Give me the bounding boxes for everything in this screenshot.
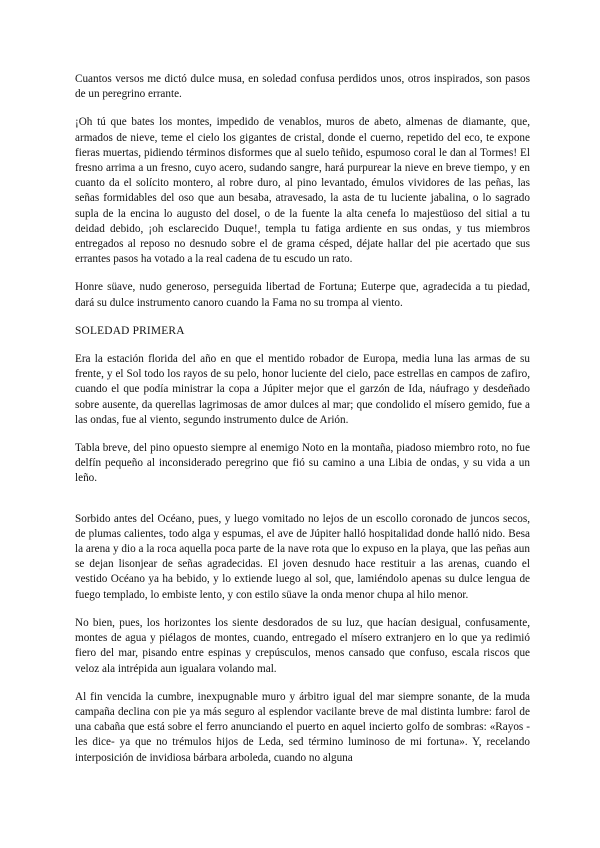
- paragraph-cumbre: Al fin vencida la cumbre, inexpugnable muro y árbitro igual del mar siempre sonante, de la muda campaña declina con pie ya más seguro al esplendor vacilante breve de mal distinta lumbre: farol de una cabaña que está sobre el ferro anunciando el puerto en aquel incierto golfo de sombras: «Rayos -les dice- ya que no trémulos hijos de Leda, sed término luminoso de mi fortuna». Y, recelando interposición de invidiosa bárbara arboleda, cuando no alguna: [75, 690, 530, 764]
- paragraph-estacion: Era la estación florida del año en que el mentido robador de Europa, media luna las armas de su frente, y el Sol todo los rayos de su pelo, honor luciente del cielo, pace estrellas en campos de zafiro, cuando el que podía ministrar la copa a Júpiter mejor que el garzón de Ida, náufrago y desdeñado sobre ausente, da querellas lagrimosas de amor dulces al mar; que condolido el mísero gemido, fue a las ondas, fue al viento, segundo instrumento dulce de Arión.: [75, 353, 530, 426]
- paragraph-intro: Cuantos versos me dictó dulce musa, en soledad confusa perdidos unos, otros inspirados, son pasos de un peregrino errante.: [75, 73, 530, 101]
- document-body: [75, 72, 530, 779]
- paragraph-dedication: ¡Oh tú que bates los montes, impedido de venablos, muros de abeto, almenas de diamante, que, armados de nieve, teme el cielo los gigantes de cristal, donde el cuerno, repetido del eco, te expone fieras muertas, pidiendo términos disformes que al suelo teñido, espumoso coral le dan al Tormes! El fresno arrima a un fresno, cuyo acero, sudando sangre, hará purpurear la nieve en breve tiempo, y en cuanto da el solícito montero, al robre duro, al pino levantado, émulos vividores de las peñas, las señas formidables del oso que aun besaba, atravesado, la asta de tu luciente jabalina, o lo sagrado supla de la encina lo augusto del dosel, o de la fuente la alta cenefa lo majestüoso del sitial a tu deidad debido, ¡oh esclarecido Duque!, templa tu fatiga ardiente en sus ondas, y tus miembros entregados al reposo no desnudo sobre el de grama césped, déjate hallar del pie acertado que sus errantes pasos ha votado a la real cadena de tu escudo un rato.: [75, 116, 530, 266]
- paragraph-sorbido: Sorbido antes del Océano, pues, y luego vomitado no lejos de un escollo coronado de juncos secos, de plumas calientes, todo alga y espumas, el ave de Júpiter halló hospitalidad donde halló nido. Besa la arena y dio a la roca aquella poca parte de la nave rota que lo expuso en la playa, que las peñas aun se dejan lisonjear de señas agradecidas. El joven desnudo hace restituir a las arenas, cuando el vestido Océano ya ha bebido, y lo extiende luego al sol, que, lamiéndolo apenas su dulce lengua de fuego templado, lo embiste lento, y con estilo süave la onda menor chupa al hilo menor.: [75, 512, 530, 601]
- section-heading: SOLEDAD PRIMERA: [75, 324, 185, 337]
- paragraph-spacer: [75, 500, 530, 512]
- paragraph-honre: Honre süave, nudo generoso, perseguida libertad de Fortuna; Euterpe que, agradecida a tu piedad, dará su dulce instrumento canoro cuando la Fama no su trompa al viento.: [75, 281, 530, 309]
- paragraph-horizontes: No bien, pues, los horizontes los siente desdorados de su luz, que hacían desigual, confusamente, montes de agua y piélagos de montes, cuando, entregado el mísero extranjero en lo que ya redimió fiero del mar, pisando entre espinas y crepúsculos, menos cansado que confuso, escala riscos que veloz ala intrépida aun igualara volando mal.: [75, 616, 530, 675]
- paragraph-tabla: Tabla breve, del pino opuesto siempre al enemigo Noto en la montaña, piadoso miembro roto, no fue delfín pequeño al inconsiderado peregrino que fió su camino a una Libia de ondas, y su vida a un leño.: [75, 442, 530, 485]
